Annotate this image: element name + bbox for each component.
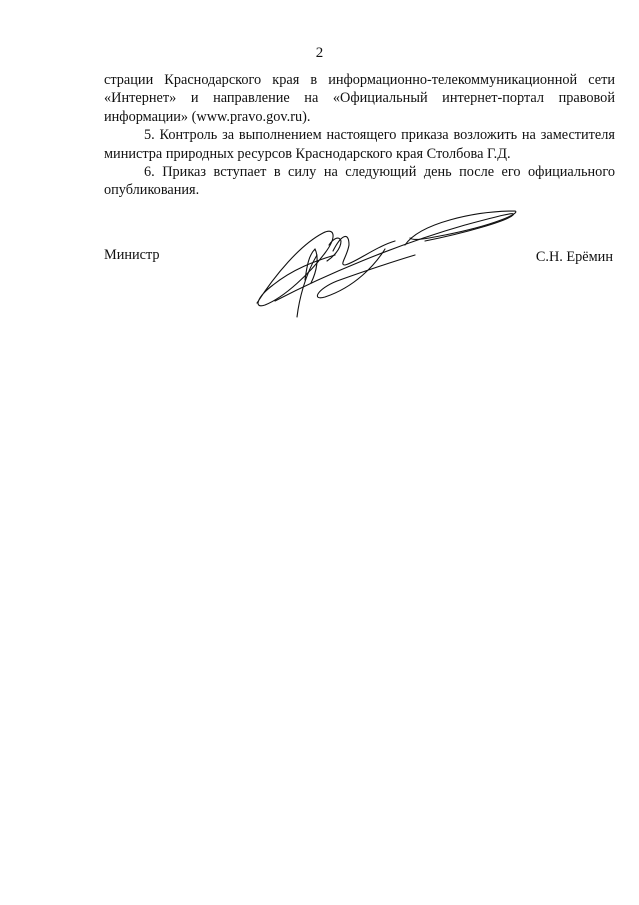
signatory-title: Министр — [104, 247, 160, 263]
signature-icon — [245, 205, 525, 325]
body-text — [104, 71, 615, 200]
paragraph-continuation: страции Краснодарского края в информационно-телекоммуникационной сети «Интернет» и направление на «Официальный интернет-портал правовой информации» (www.pravo.gov.ru). — [104, 72, 615, 125]
paragraph-6: 6. Приказ вступает в силу на следующий день после его официального опубликования. — [104, 164, 615, 199]
paragraph-5: 5. Контроль за выполнением настоящего приказа возложить на заместителя министра природных ресурсов Краснодарского края Столбова Г.Д. — [104, 127, 615, 162]
page-number: 2 — [315, 45, 324, 61]
signatory-name: С.Н. Ерёмин — [535, 249, 613, 265]
